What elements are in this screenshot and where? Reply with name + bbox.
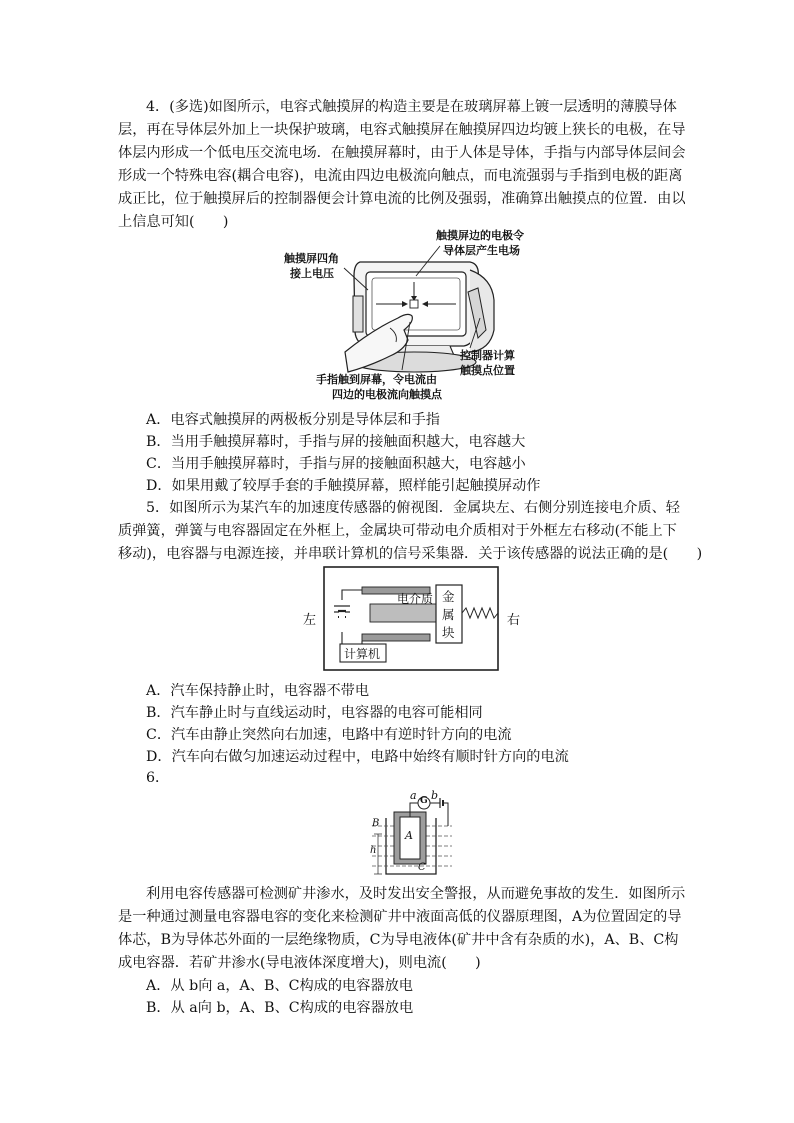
- q4-line-3: 体层内形成一个低电压交流电场．在触摸屏幕时，由于人体是导体，手指与内部导体层间会: [118, 145, 686, 161]
- q5-line-1: 5．如图所示为某汽车的加速度传感器的俯视图．金属块左、右侧分别连接电介质、轻: [146, 500, 680, 516]
- label-C: C: [418, 862, 426, 873]
- q4-option-a: A．电容式触摸屏的两极板分别是导体层和手指: [146, 412, 440, 428]
- label-h: h: [370, 845, 377, 856]
- q4-option-c: C．当用手触摸屏幕时，手指与屏的接触面积越大，电容越小: [146, 456, 526, 472]
- label-computer: 计算机: [344, 647, 381, 661]
- label-edge-electrode-2: 导体层产生电场: [443, 244, 520, 257]
- galvanometer-icon: G: [420, 796, 428, 806]
- q6-line-2: 是一种通过测量电容器电容的变化来检测矿井中液面高低的仪器原理图，A为位置固定的导: [118, 909, 682, 925]
- q4-option-d: D．如果用戴了较厚手套的手触摸屏幕，照样能引起触摸屏动作: [146, 478, 541, 494]
- q6-number: 6．: [146, 770, 170, 786]
- label-A: A: [405, 829, 413, 842]
- q6-line-4: 成电容器．若矿井渗水(导电液体深度增大)，则电流( ): [118, 955, 481, 971]
- label-dielectric: 电介质: [397, 592, 434, 606]
- label-corner-voltage-2: 接上电压: [290, 267, 334, 280]
- label-edge-electrode-1: 触摸屏边的电极令: [436, 229, 524, 242]
- q5-line-2: 质弹簧，弹簧与电容器固定在外框上，金属块可带动电介质相对于外框左右移动(不能上下: [118, 523, 677, 539]
- q5-option-c: C．汽车由静止突然向右加速，电路中有逆时针方向的电流: [146, 727, 512, 743]
- q5-option-b: B．汽车静止时与直线运动时，电容器的电容可能相同: [146, 705, 483, 721]
- label-finger-2: 四边的电极流向触摸点: [332, 388, 442, 401]
- label-controller-1: 控制器计算: [460, 349, 515, 362]
- q5-option-a: A．汽车保持静止时，电容器不带电: [146, 683, 370, 699]
- q4-line-6: 上信息可知( ): [118, 214, 229, 230]
- label-corner-voltage-1: 触摸屏四角: [284, 252, 339, 265]
- label-a: a: [410, 789, 417, 802]
- label-left: 左: [303, 613, 317, 628]
- q6-option-b: B．从 a向 b，A、B、C构成的电容器放电: [146, 1000, 414, 1016]
- q5-line-3: 移动)，电容器与电源连接，并串联计算机的信号采集器．关于该传感器的说法正确的是( ): [118, 546, 703, 562]
- label-B: B: [372, 818, 380, 829]
- label-block-2: 属: [442, 607, 455, 622]
- q6-line-3: 体芯，B为导体芯外面的一层绝缘物质，C为导电液体(矿井中含有杂质的水)，A、B、C构: [118, 932, 679, 948]
- q4-line-1: 4．(多选)如图所示，电容式触摸屏的构造主要是在玻璃屏幕上镀一层透明的薄膜导体: [146, 99, 677, 115]
- label-controller-2: 触摸点位置: [460, 364, 515, 377]
- q4-line-5: 成正比，位于触摸屏后的控制器便会计算电流的比例及强弱，准确算出触摸点的位置．由以: [118, 191, 686, 207]
- label-b: b: [431, 789, 439, 802]
- q6-line-1: 利用电容传感器可检测矿井渗水，及时发出安全警报，从而避免事故的发生．如图所示: [146, 886, 686, 902]
- label-block-3: 块: [442, 625, 455, 640]
- label-finger-1: 手指触到屏幕，令电流由: [316, 373, 437, 386]
- q4-line-2: 层，再在导体层外加上一块保护玻璃，电容式触摸屏在触摸屏四边均镀上狭长的电极，在导: [118, 122, 686, 138]
- q4-line-4: 形成一个特殊电容(耦合电容)，电流由四边电极流向触点，而电流强弱与手指到电极的距离: [118, 168, 683, 184]
- label-right: 右: [507, 613, 521, 628]
- label-block-1: 金: [442, 589, 455, 604]
- q5-option-d: D．汽车向右做匀加速运动过程中，电路中始终有顺时针方向的电流: [146, 749, 569, 765]
- q4-option-b: B．当用手触摸屏幕时，手指与屏的接触面积越大，电容越大: [146, 434, 526, 450]
- q6-option-a: A．从 b向 a，A、B、C构成的电容器放电: [146, 978, 413, 994]
